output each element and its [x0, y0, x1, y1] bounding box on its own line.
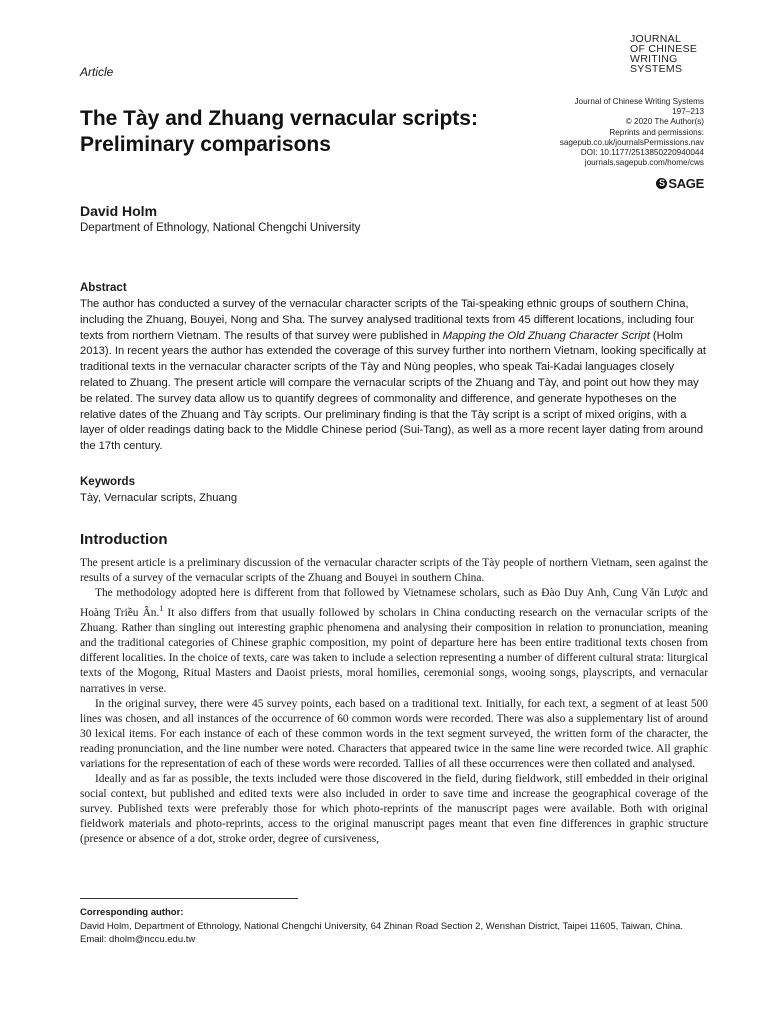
abstract-text-part: (Holm 2013). In recent years the author has extended the coverage of this survey further into northern Vietnam, looking specifically at traditional texts in the vernacular character scripts of the Tày and Nùng peoples, who speak Tai-Kadai languages closely related to Zhuang. The present article will compare the vernacular scripts of the Zhuang and Tày, and point out how they may be related. The survey data allow us to quantify degrees of commonality and difference, and generate hypotheses on the relative dates of the Zhuang and Tày scripts. Our preliminary finding is that the Tày script is a script of mixed origins, with a layer of older readings dating back to the Middle Chinese period (Sui-Tang), as well as a more recent layer dating from around the 17th century. — [80, 329, 707, 453]
paragraph: Ideally and as far as possible, the texts included were those discovered in the field, during fieldwork, still embedded in their original social context, but published and edited texts were also included in order to save time and increase the geographical coverage of the survey. Published texts were preferably those for which photo-reprints of the manuscript pages were available. Both with original fieldwork materials and photo-reprints, access to the original manuscript pages meant that even fine differences in graphic structure (presence or absence of a dot, stroke order, degree of cursiveness, — [80, 773, 708, 846]
corresponding-author-details — [80, 921, 683, 946]
permissions-link[interactable]: sagepub.co.uk/journalsPermissions.nav — [559, 137, 704, 147]
article-title — [80, 106, 540, 158]
author-affiliation: Department of Ethnology, National Chengchi University — [80, 222, 361, 234]
journal-logo-line: SYSTEMS — [630, 63, 683, 75]
page-range: 197–213 — [672, 107, 704, 117]
publisher-name: SAGE — [668, 176, 704, 191]
sage-logo — [656, 176, 704, 191]
copyright: © 2020 The Author(s) — [625, 117, 704, 127]
abstract-text — [80, 297, 708, 455]
abstract-heading: Abstract — [80, 282, 127, 294]
paragraph — [80, 586, 708, 696]
journal-logo-line: WRITING — [630, 53, 678, 65]
journal-logo-line: OF CHINESE — [630, 43, 698, 55]
keywords-list: Tày, Vernacular scripts, Zhuang — [80, 492, 238, 504]
keywords-heading: Keywords — [80, 476, 135, 488]
reprints-label: Reprints and permissions: — [609, 127, 704, 137]
sage-mark-icon: S — [656, 178, 667, 189]
article-type-label: Article — [80, 65, 114, 79]
cited-book-title: Mapping the Old Zhuang Character Script — [442, 329, 650, 342]
author-name: David Holm — [80, 203, 158, 219]
corresponding-author-address: David Holm, Department of Ethnology, National Chengchi University, 64 Zhinan Road Section 2, Wenshan District, Taipei 11605, Taiwan, China. — [80, 921, 684, 932]
footnote-marker[interactable]: 1 — [159, 604, 164, 614]
introduction-body — [80, 556, 708, 848]
paragraph-text: The methodology adopted here is different from that followed by Vietnamese scholars, such as Đào Duy Anh, Cung Văn Lược and Hoàng Triều Ân. — [80, 587, 708, 620]
doi[interactable]: DOI: 10.1177/2513850220940044 — [580, 148, 704, 158]
introduction-heading: Introduction — [80, 531, 168, 548]
corresponding-author-heading: Corresponding author: — [80, 907, 184, 918]
paragraph-text: It also differs from that usually followed by scholars in China conducting research on the vernacular scripts of the Zhuang. Rather than singling out interesting graphic phenomena and analysing their composition in relation to pronunciation, meaning and the traditional categories of Chinese graphic composition, my point of departure here has been entire traditional texts chosen from different localities. In the choice of texts, care was taken to include a selection representing a number of different cultural strata: liturgical texts of the Mogong, Ritual Masters and Daoist priests, moral homilies, ceremonial songs, wooing songs, playscripts, and vernacular narratives in verse. — [80, 607, 708, 695]
journal-name: Journal of Chinese Writing Systems — [574, 97, 704, 106]
corresponding-author-email[interactable]: Email: dholm@nccu.edu.tw — [80, 933, 196, 945]
paragraph: The present article is a preliminary discussion of the vernacular character scripts of the Tày people of northern Vietnam, seen against the results of a survey of the vernacular scripts of the Zhuang and Bouyei in southern China. — [80, 557, 708, 585]
journal-logo — [630, 34, 697, 74]
title-line: Preliminary comparisons — [80, 133, 331, 156]
journal-logo-line: JOURNAL — [630, 33, 682, 45]
paragraph: In the original survey, there were 45 survey points, each based on a traditional text. Initially, for each text, a segment of at least 500 lines was chosen, and all instances of the occurrence of 60 common words were recorded. There was also a supplementary list of around 30 lexical items. For each instance of each of these common words in the text segment surveyed, the written form of the character, the reading pronunciation, and the line number were noted. Characters that appeared twice in the same line were recorded twice. All graphic variations for the representation of each of these words were recorded. Tallies of all these occurrences were then collated and analysed. — [80, 697, 708, 771]
footnote-divider — [80, 898, 298, 899]
abstract-text-part: The author has conducted a survey of the vernacular character scripts of the Tai-speaking ethnic groups of southern China, including the Zhuang, Bouyei, Nong and Sha. The survey analysed traditional texts from 45 different locations, including four texts from northern Vietnam. The results of that survey were published in — [80, 298, 695, 342]
title-line: The Tày and Zhuang vernacular scripts: — [80, 107, 478, 130]
journal-home-link[interactable]: journals.sagepub.com/home/cws — [584, 158, 704, 168]
